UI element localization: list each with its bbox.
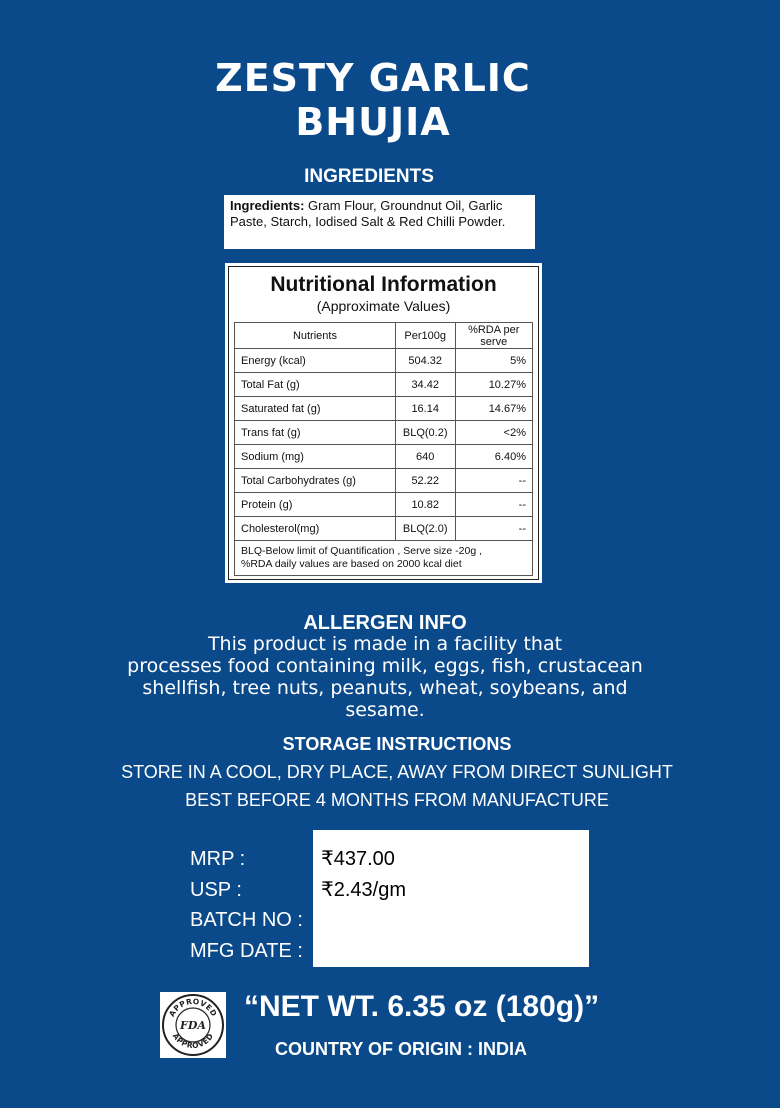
allergen-line4: sesame. xyxy=(345,699,425,721)
nutrition-footnote-row xyxy=(235,541,533,576)
nutrient-rda: 5% xyxy=(455,349,533,373)
footnote-line2: %RDA daily values are based on 2000 kcal diet xyxy=(241,558,462,570)
price-labels xyxy=(190,844,303,966)
mfg-label: MFG DATE : xyxy=(190,939,303,962)
fda-top-text: APPROVED xyxy=(167,996,219,1019)
allergen-heading: ALLERGEN INFO xyxy=(303,612,467,634)
allergen-line1: This product is made in a facility that xyxy=(207,633,563,655)
mrp-label: MRP : xyxy=(190,848,246,870)
nutrition-header-row xyxy=(235,323,533,349)
nutrient-per100g: 16.14 xyxy=(395,397,455,421)
storage-heading: STORAGE INSTRUCTIONS xyxy=(282,734,512,754)
ingredients-label: Ingredients: xyxy=(230,198,305,213)
fda-bottom-text: APPROVED xyxy=(170,1031,216,1051)
nutrient-name: Saturated fat (g) xyxy=(235,397,396,421)
footnote-line1: BLQ-Below limit of Quantification , Serve size -20g , xyxy=(241,545,483,557)
table-row xyxy=(235,373,533,397)
ingredients-box xyxy=(224,195,535,249)
header-per100g: Per100g xyxy=(395,323,455,349)
usp-label: USP : xyxy=(190,878,242,901)
nutrient-rda: -- xyxy=(455,469,533,493)
nutrient-per100g: 52.22 xyxy=(395,469,455,493)
nutrient-name: Sodium (mg) xyxy=(235,445,396,469)
table-row xyxy=(235,493,533,517)
storage-line2: BEST BEFORE 4 MONTHS FROM MANUFACTURE xyxy=(185,790,609,810)
header-rda: %RDA per serve xyxy=(455,323,533,349)
table-row xyxy=(235,349,533,373)
nutrition-title: Nutritional Information xyxy=(270,273,497,296)
nutrient-name: Energy (kcal) xyxy=(235,349,396,373)
nutrient-rda: 10.27% xyxy=(455,373,533,397)
fda-approved-badge xyxy=(160,992,226,1058)
nutrient-rda: -- xyxy=(455,493,533,517)
country-of-origin: COUNTRY OF ORIGIN : INDIA xyxy=(275,1039,527,1059)
mrp-value: ₹437.00 xyxy=(321,848,395,870)
nutrient-per100g: 10.82 xyxy=(395,493,455,517)
net-weight: “NET WT. 6.35 oz (180g)” xyxy=(244,990,600,1023)
nutrient-name: Protein (g) xyxy=(235,493,396,517)
nutrient-per100g: BLQ(2.0) xyxy=(395,517,455,541)
table-row xyxy=(235,469,533,493)
svg-text:APPROVED xyxy=(171,1032,216,1051)
header-nutrients: Nutrients xyxy=(235,323,396,349)
product-title-line2: BHUJIA xyxy=(295,100,451,144)
price-box xyxy=(313,830,589,967)
fda-seal-icon xyxy=(160,992,226,1058)
nutrition-table xyxy=(234,322,533,576)
table-row xyxy=(235,421,533,445)
nutrient-per100g: BLQ(0.2) xyxy=(395,421,455,445)
allergen-text xyxy=(80,633,690,721)
nutrient-per100g: 504.32 xyxy=(395,349,455,373)
nutrient-name: Total Fat (g) xyxy=(235,373,396,397)
nutrient-rda: -- xyxy=(455,517,533,541)
product-title xyxy=(0,56,746,144)
table-row xyxy=(235,445,533,469)
nutrient-rda: 6.40% xyxy=(455,445,533,469)
batch-label: BATCH NO : xyxy=(190,909,303,931)
nutrient-name: Cholesterol(mg) xyxy=(235,517,396,541)
ingredients-heading: INGREDIENTS xyxy=(304,166,434,187)
nutrition-footnote xyxy=(235,541,533,576)
nutrient-name: Total Carbohydrates (g) xyxy=(235,469,396,493)
usp-value: ₹2.43/gm xyxy=(321,878,406,901)
table-row xyxy=(235,397,533,421)
allergen-line2: processes food containing milk, eggs, fish, crustacean xyxy=(127,655,643,677)
nutrient-per100g: 640 xyxy=(395,445,455,469)
nutrient-rda: <2% xyxy=(455,421,533,445)
fda-center-text: FDA xyxy=(180,1019,206,1032)
storage-line1: STORE IN A COOL, DRY PLACE, AWAY FROM DIRECT SUNLIGHT xyxy=(121,762,673,782)
nutrient-rda: 14.67% xyxy=(455,397,533,421)
ingredients-text: Gram Flour, Groundnut Oil, Garlic Paste, Starch, Iodised Salt & Red Chilli Powder. xyxy=(230,198,506,229)
table-row xyxy=(235,517,533,541)
nutrient-name: Trans fat (g) xyxy=(235,421,396,445)
product-title-line1: ZESTY GARLIC xyxy=(215,56,531,100)
nutrient-per100g: 34.42 xyxy=(395,373,455,397)
nutrition-panel xyxy=(225,263,542,583)
nutrition-subtitle: (Approximate Values) xyxy=(316,298,451,314)
allergen-line3: shellfish, tree nuts, peanuts, wheat, soybeans, and xyxy=(142,677,628,699)
